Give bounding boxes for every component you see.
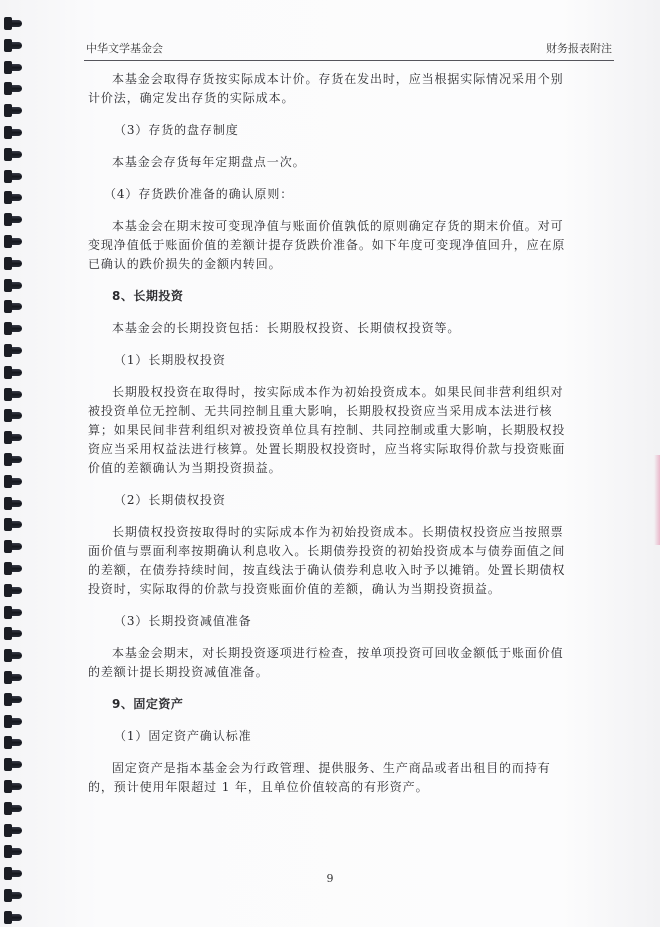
binding-ring [4, 478, 22, 485]
binding-ring [4, 652, 22, 659]
binding-ring [4, 107, 22, 114]
binding-ring [4, 761, 22, 768]
paragraph: 长期债权投资按取得时的实际成本作为初始投资成本。长期债权投资应当按照票面价值与票面利率按期确认利息收入。长期债券投资的初始投资成本与债券面值之间的差额，在债券持续时间，按直线法于确认债券利息收入时予以摊销。处置长期债权投资时，实际取得的价款与投资账面价值的差额，确认为当期投资损益。 [88, 525, 566, 596]
subheading: （1）长期股权投资 [114, 353, 226, 367]
binding-ring [4, 173, 22, 180]
binding-ring [4, 587, 22, 594]
subheading: （1）固定资产确认标准 [114, 729, 252, 743]
binding-ring [4, 20, 22, 27]
binding-ring [4, 565, 22, 572]
binding-ring [4, 739, 22, 746]
binding-ring [4, 783, 22, 790]
binding-ring [4, 303, 22, 310]
binding-ring [4, 282, 22, 289]
binding-ring [4, 238, 22, 245]
binding-ring [4, 347, 22, 354]
binding-ring [4, 412, 22, 419]
binding-ring [4, 456, 22, 463]
binding-ring [4, 216, 22, 223]
page-number: 9 [326, 872, 334, 885]
binding-ring [4, 914, 22, 921]
binding-ring [4, 325, 22, 332]
binding-ring [4, 805, 22, 812]
binding-ring [4, 543, 22, 550]
binding-ring [4, 129, 22, 136]
subheading: （3）长期投资减值准备 [114, 614, 252, 628]
paragraph: 本基金会的长期投资包括：长期股权投资、长期债权投资等。 [112, 321, 461, 335]
spiral-binding [0, 0, 26, 927]
subheading: （4）存货跌价准备的确认原则： [104, 187, 294, 201]
binding-ring [4, 609, 22, 616]
binding-ring [4, 151, 22, 158]
binding-ring [4, 369, 22, 376]
paragraph: 本基金会期末，对长期投资逐项进行检查，按单项投资可回收金额低于账面价值的差额计提长期投资减值准备。 [88, 646, 564, 679]
binding-ring [4, 630, 22, 637]
binding-ring [4, 718, 22, 725]
binding-ring [4, 674, 22, 681]
binding-ring [4, 64, 22, 71]
binding-ring [4, 194, 22, 201]
page-header [84, 36, 614, 61]
paragraph: 本基金会取得存货按实际成本计价。存货在发出时，应当根据实际情况采用个别计价法，确定发出存货的实际成本。 [88, 72, 564, 105]
binding-ring [4, 500, 22, 507]
paragraph: 固定资产是指本基金会为行政管理、提供服务、生产商品或者出租目的而持有的，预计使用年限超过 1 年，且单位价值较高的有形资产。 [88, 761, 551, 794]
binding-ring [4, 260, 22, 267]
paragraph: 本基金会存货每年定期盘点一次。 [112, 155, 306, 169]
body-text [88, 70, 576, 797]
binding-ring [4, 848, 22, 855]
header-organization: 中华文学基金会 [86, 42, 163, 55]
paragraph: 本基金会在期末按可变现净值与账面价值孰低的原则确定存货的期末价值。对可变现净值低于账面价值的差额计提存货跌价准备。如下年度可变现净值回升，应在原已确认的跌价损失的金额内转回。 [88, 219, 566, 271]
binding-ring [4, 696, 22, 703]
paragraph: 长期股权投资在取得时，按实际成本作为初始投资成本。如果民间非营利组织对被投资单位无控制、无共同控制且重大影响，长期股权投资应当采用成本法进行核算；如果民间非营利组织对被投资单位具有控制、共同控制或重大影响，长期股权投资应当采用权益法进行核算。处置长期股权投资时，应当将实际取得价款与投资账面价值的差额确认为当期投资损益。 [88, 385, 566, 475]
binding-ring [4, 521, 22, 528]
binding-ring [4, 42, 22, 49]
header-report-title: 财务报表附注 [546, 42, 612, 55]
binding-ring [4, 827, 22, 834]
section-heading: 8、长期投资 [112, 289, 184, 303]
section-heading: 9、固定资产 [112, 697, 184, 711]
binding-ring [4, 85, 22, 92]
subheading: （2）长期债权投资 [114, 493, 226, 507]
page-edge-tint [654, 455, 660, 545]
subheading: （3）存货的盘存制度 [114, 123, 239, 137]
binding-ring [4, 892, 22, 899]
binding-ring [4, 434, 22, 441]
binding-ring [4, 391, 22, 398]
